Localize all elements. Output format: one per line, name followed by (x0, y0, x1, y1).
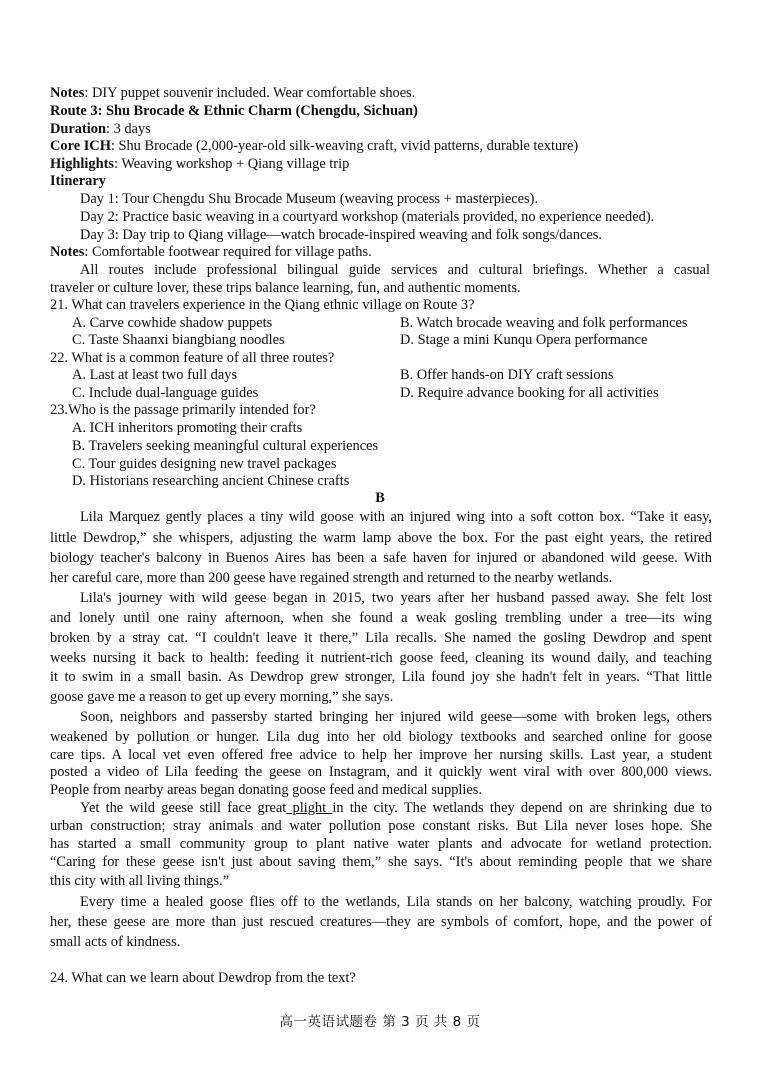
p3-line2: weakened by pollution or hunger. Lila dug into her old biology textbooks and searched online for goose (50, 729, 712, 745)
p1-line3: biology teacher's balcony in Buenos Aires has been a safe haven for injured or abandoned wild geese. With (50, 550, 712, 566)
p4-line4: “Caring for these geese isn't just about saving them,” she says. “It's about reminding people that we share (50, 854, 712, 870)
p2-line3: broken by a stray cat. “I couldn't leave it there,” Lila recalls. She named the gosling Dewdrop and spent (50, 630, 712, 646)
route2-notes: Notes: DIY puppet souvenir included. Wear comfortable shoes. (50, 85, 416, 101)
page-footer: 高一英语试题卷 第 3 页 共 8 页 (279, 1014, 481, 1030)
q21-option-d: D. Stage a mini Kunqu Opera performance (400, 332, 648, 348)
p3-line4: posted a video of Lila feeding the geese on Instagram, and it quickly went viral with over 800,000 views. (50, 764, 712, 780)
q23-option-b: B. Travelers seeking meaningful cultural experiences (72, 438, 379, 454)
section-b-heading: B (375, 490, 385, 506)
q22-option-b: B. Offer hands-on DIY craft sessions (400, 367, 614, 383)
route3-highlights: Highlights: Weaving workshop + Qiang village trip (50, 156, 350, 172)
p4-line5: this city with all living things.” (50, 873, 230, 889)
p3-line5: People from nearby areas began donating goose feed and medical supplies. (50, 782, 482, 798)
underlined-word: plight (286, 800, 333, 816)
p1-line2: little Dewdrop,” she whispers, adjusting the warm lamp above the box. For the past eight years, the retired (50, 530, 712, 546)
q22-option-d: D. Require advance booking for all activities (400, 385, 659, 401)
q22-option-a: A. Last at least two full days (72, 367, 238, 383)
p2-line5: it to swim in a small basin. As Dewdrop grew stronger, Lila found joy she hadn't felt in years. “That little (50, 669, 712, 685)
q21-stem: 21. What can travelers experience in the Qiang ethnic village on Route 3? (50, 297, 475, 313)
q22-stem: 22. What is a common feature of all three routes? (50, 350, 335, 366)
p4-line3: has started a small community group to plant native water plants and advocate for wetland protection. (50, 836, 712, 852)
q24-stem: 24. What can we learn about Dewdrop from the text? (50, 970, 356, 986)
route3-title: Route 3: Shu Brocade & Ethnic Charm (Chengdu, Sichuan) (50, 103, 418, 119)
route3-duration: Duration: 3 days (50, 121, 151, 137)
p2-line4: weeks nursing it back to health: feeding it nutrient-rich goose feed, cleaning its wound daily, and teaching (50, 650, 712, 666)
route3-core-ich: Core ICH: Shu Brocade (2,000-year-old silk-weaving craft, vivid patterns, durable texture) (50, 138, 579, 154)
p2-line1: Lila's journey with wild geese began in 2015, two years after her husband passed away. She felt lost (80, 590, 712, 606)
p2-line6: goose gave me a reason to get up every morning,” she says. (50, 689, 394, 705)
p3-line1: Soon, neighbors and passersby started bringing her injured wild geese—some with broken legs, others (80, 709, 712, 725)
p5-line2: her, these geese are more than just rescued creatures—they are symbols of comfort, hope, and the power of (50, 914, 712, 930)
p1-line4: her careful care, more than 200 geese have regained strength and returned to the nearby wetlands. (50, 570, 613, 586)
route3-day3: Day 3: Day trip to Qiang village—watch brocade-inspired weaving and folk songs/dances. (80, 227, 602, 243)
p5-line1: Every time a healed goose flies off to the wetlands, Lila stands on her balcony, watching proudly. For (80, 894, 712, 910)
p4-line2: urban construction; stray animals and water pollution pose constant risks. But Lila never loses hope. She (50, 818, 712, 834)
closing-line1: All routes include professional bilingual guide services and cultural briefings. Whether a casual (80, 262, 710, 278)
route3-notes: Notes: Comfortable footwear required for village paths. (50, 244, 372, 260)
route3-itinerary-label: Itinerary (50, 173, 106, 189)
q23-option-d: D. Historians researching ancient Chinese crafts (72, 473, 350, 489)
p1-line1: Lila Marquez gently places a tiny wild goose with an injured wing into a soft cotton box. “Take it easy, (80, 509, 712, 525)
q23-option-c: C. Tour guides designing new travel packages (72, 456, 337, 472)
q21-option-b: B. Watch brocade weaving and folk performances (400, 315, 688, 331)
route3-day2: Day 2: Practice basic weaving in a courtyard workshop (materials provided, no experience needed). (80, 209, 655, 225)
q23-stem: 23.Who is the passage primarily intended for? (50, 402, 316, 418)
route3-day1: Day 1: Tour Chengdu Shu Brocade Museum (weaving process + masterpieces). (80, 191, 539, 207)
q21-option-a: A. Carve cowhide shadow puppets (72, 315, 273, 331)
p3-line3: care tips. A local vet even offered free advice to help her improve her nursing skills. Last year, a student (50, 747, 712, 763)
q22-option-c: C. Include dual-language guides (72, 385, 259, 401)
p5-line3: small acts of kindness. (50, 934, 181, 950)
closing-line2: traveler or culture lover, these trips balance learning, fun, and authentic moments. (50, 280, 521, 296)
q21-option-c: C. Taste Shaanxi biangbiang noodles (72, 332, 285, 348)
q23-option-a: A. ICH inheritors promoting their crafts (72, 420, 303, 436)
p2-line2: and lonely until one rainy afternoon, when she found a weak gosling trembling under a tree—its wing (50, 610, 712, 626)
p4-line1: Yet the wild geese still face great plight in the city. The wetlands they depend on are shrinking due to (80, 800, 712, 816)
